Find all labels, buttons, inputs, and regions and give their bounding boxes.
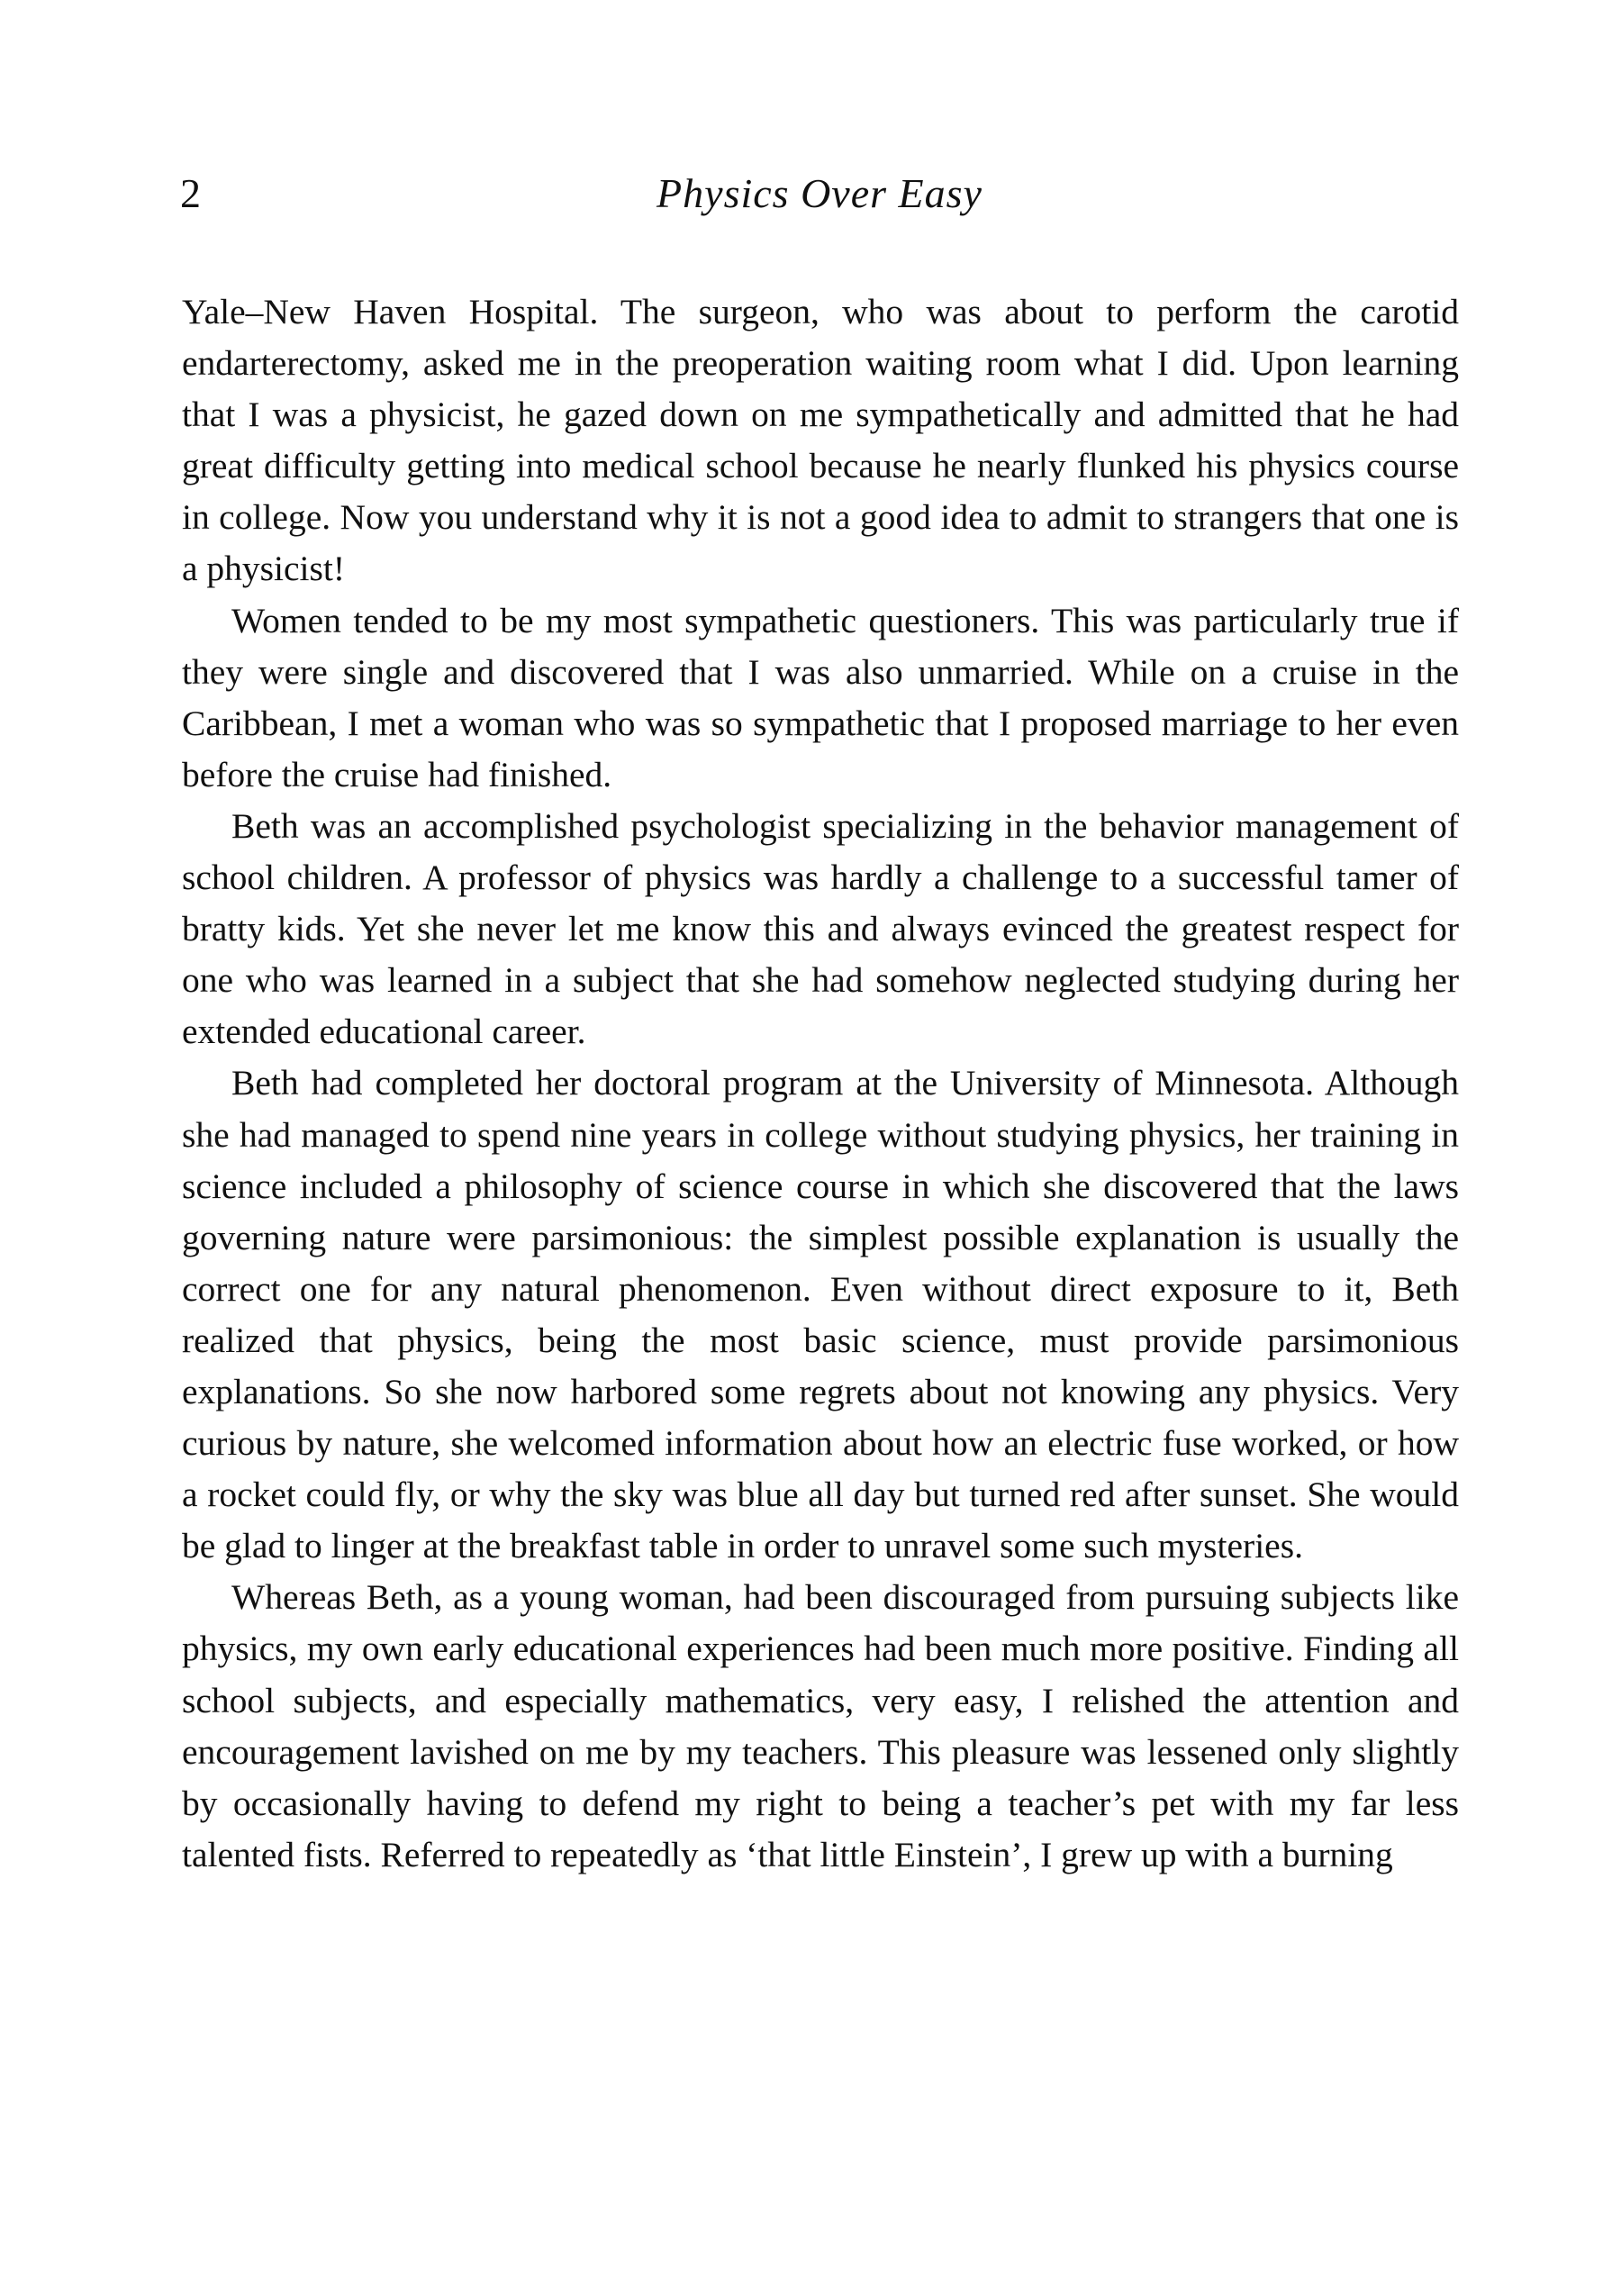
page-number: 2 [180, 170, 201, 216]
body-text [182, 286, 1459, 1881]
paragraph: Women tended to be my most sympathetic questioners. This was particularly true if they were single and discovered that I was also unmarried. While on a cruise in the Caribbean, I met a woman who was so sympathetic that I proposed marriage to her even before the cruise had finished. [182, 600, 1459, 794]
paragraph: Beth was an accomplished psychologist specializing in the behavior management of school children. A professor of physics was hardly a challenge to a successful tamer of bratty kids. Yet she never let me know this and always evinced the greatest respect for one who was learned in a subject that she had somehow neglected studying during her extended educational career. [182, 805, 1459, 1052]
running-title: Physics Over Easy [657, 170, 983, 216]
running-head [180, 162, 1459, 225]
paragraph: Whereas Beth, as a young woman, had been discouraged from pursuing subjects like physics, my own early educational experiences had been much more positive. Finding all school subjects, and especially mathematics, very easy, I relished the attention and encouragement lavished on me by my teachers. This pleasure was lessened only slightly by occasionally having to defend my right to being a teacher’s pet with my far less talented fists. Referred to repeatedly as ‘that little Einstein’, I grew up with a burning [182, 1577, 1459, 1874]
paragraph-continued: Yale–New Haven Hospital. The surgeon, who was about to perform the carotid endarterectomy, asked me in the preoperation waiting room what I did. Upon learning that I was a physicist, he gazed down on me sympathetically and admitted that he had great difficulty getting into medical school because he nearly flunked his physics course in college. Now you understand why it is not a good idea to admit to strangers that one is a physicist! [182, 292, 1459, 589]
paragraph: Beth had completed her doctoral program at the University of Minnesota. Although she had managed to spend nine years in college without studying physics, her training in science included a philosophy of science course in which she discovered that the laws governing nature were parsimonious: the simplest possible explanation is usually the correct one for any natural phenomenon. Even without direct exposure to it, Beth realized that physics, being the most basic science, must provide parsimonious explanations. So she now harbored some regrets about not knowing any physics. Very curious by nature, she welcomed information about how an electric fuse worked, or how a rocket could fly, or why the sky was blue all day but turned red after sunset. She would be glad to linger at the breakfast table in order to unravel some such mysteries. [182, 1063, 1459, 1566]
